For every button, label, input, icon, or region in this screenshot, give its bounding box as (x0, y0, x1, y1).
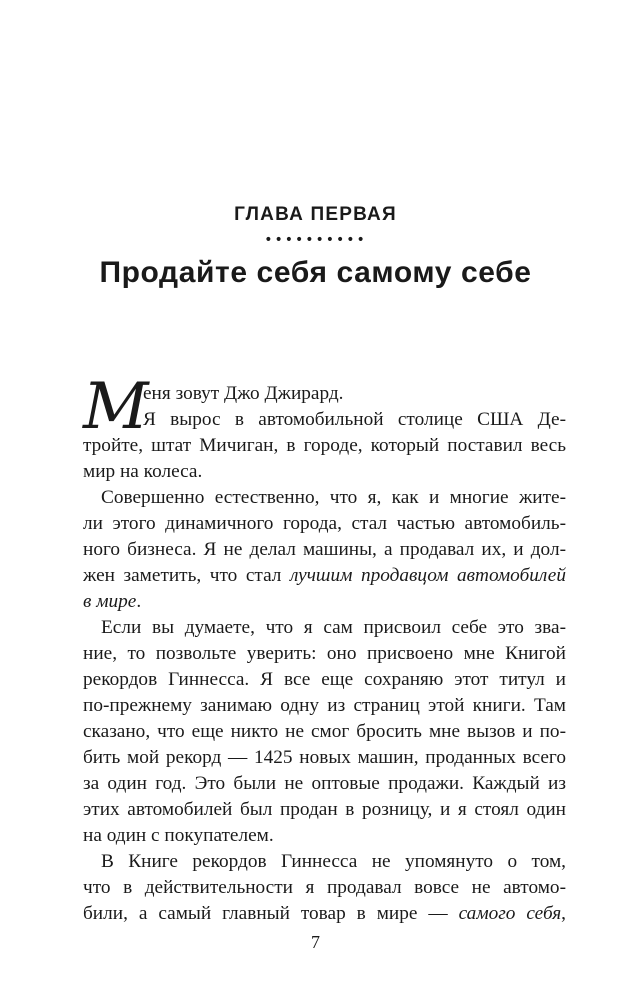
text-line: этих автомобилей был продан в розницу, и я стоял один (83, 799, 566, 820)
text-segment: жен заметить, что стал (83, 565, 290, 586)
text-line: Если вы думаете, что я сам присвоил себе это зва- (101, 617, 566, 638)
chapter-label: ГЛАВА ПЕРВАЯ (234, 204, 397, 225)
chapter-title: Продайте себя самому себе (99, 256, 532, 289)
text-line: ли этого динамичного города, стал частью автомобиль- (83, 513, 566, 534)
text-line: мир на колеса. (83, 461, 203, 482)
chapter-ornament: •••••••••• (264, 232, 367, 248)
emphasis-text: в мире (83, 591, 137, 612)
text-line: по-прежнему занимаю одну из страниц этой книги. Там (83, 695, 566, 716)
page-number: 7 (311, 932, 320, 952)
text-segment: били, а самый главный товар в мире — (83, 903, 459, 924)
text-line: еня зовут Джо Джирард. (143, 383, 344, 404)
text-line: ного бизнеса. Я не делал машины, а продавал их, и дол- (83, 539, 566, 560)
text-line: тройте, штат Мичиган, в городе, который поставил весь (83, 435, 566, 456)
text-line: бить мой рекорд — 1425 новых машин, проданных всего (83, 747, 566, 768)
body-text (83, 381, 566, 927)
emphasis-text: самого себя (458, 903, 562, 924)
text-line (83, 563, 566, 589)
text-line (83, 901, 566, 927)
text-line: на один с покупателем. (83, 825, 274, 846)
text-line: Совершенно естественно, что я, как и многие жите- (101, 487, 566, 508)
text-line: В Книге рекордов Гиннесса не упомянуто о том, (101, 851, 566, 872)
text-line (83, 589, 566, 615)
drop-cap: М (83, 370, 149, 444)
text-line: Я вырос в автомобильной столице США Де- (143, 409, 566, 430)
text-line: сказано, что еще никто не смог бросить мне вызов и по- (83, 721, 566, 742)
text-line: ние, то позвольте уверить: оно присвоено мне Книгой (83, 643, 566, 664)
text-segment: . (136, 591, 142, 612)
text-line: что в действительности я продавал вовсе не автомо- (83, 877, 566, 898)
text-line: за один год. Это были не оптовые продажи. Каждый из (83, 773, 566, 794)
text-line: рекордов Гиннесса. Я все еще сохраняю этот титул и (83, 669, 566, 690)
emphasis-text: лучшим продавцом автомобилей (289, 565, 566, 586)
text-segment: , (561, 903, 566, 924)
